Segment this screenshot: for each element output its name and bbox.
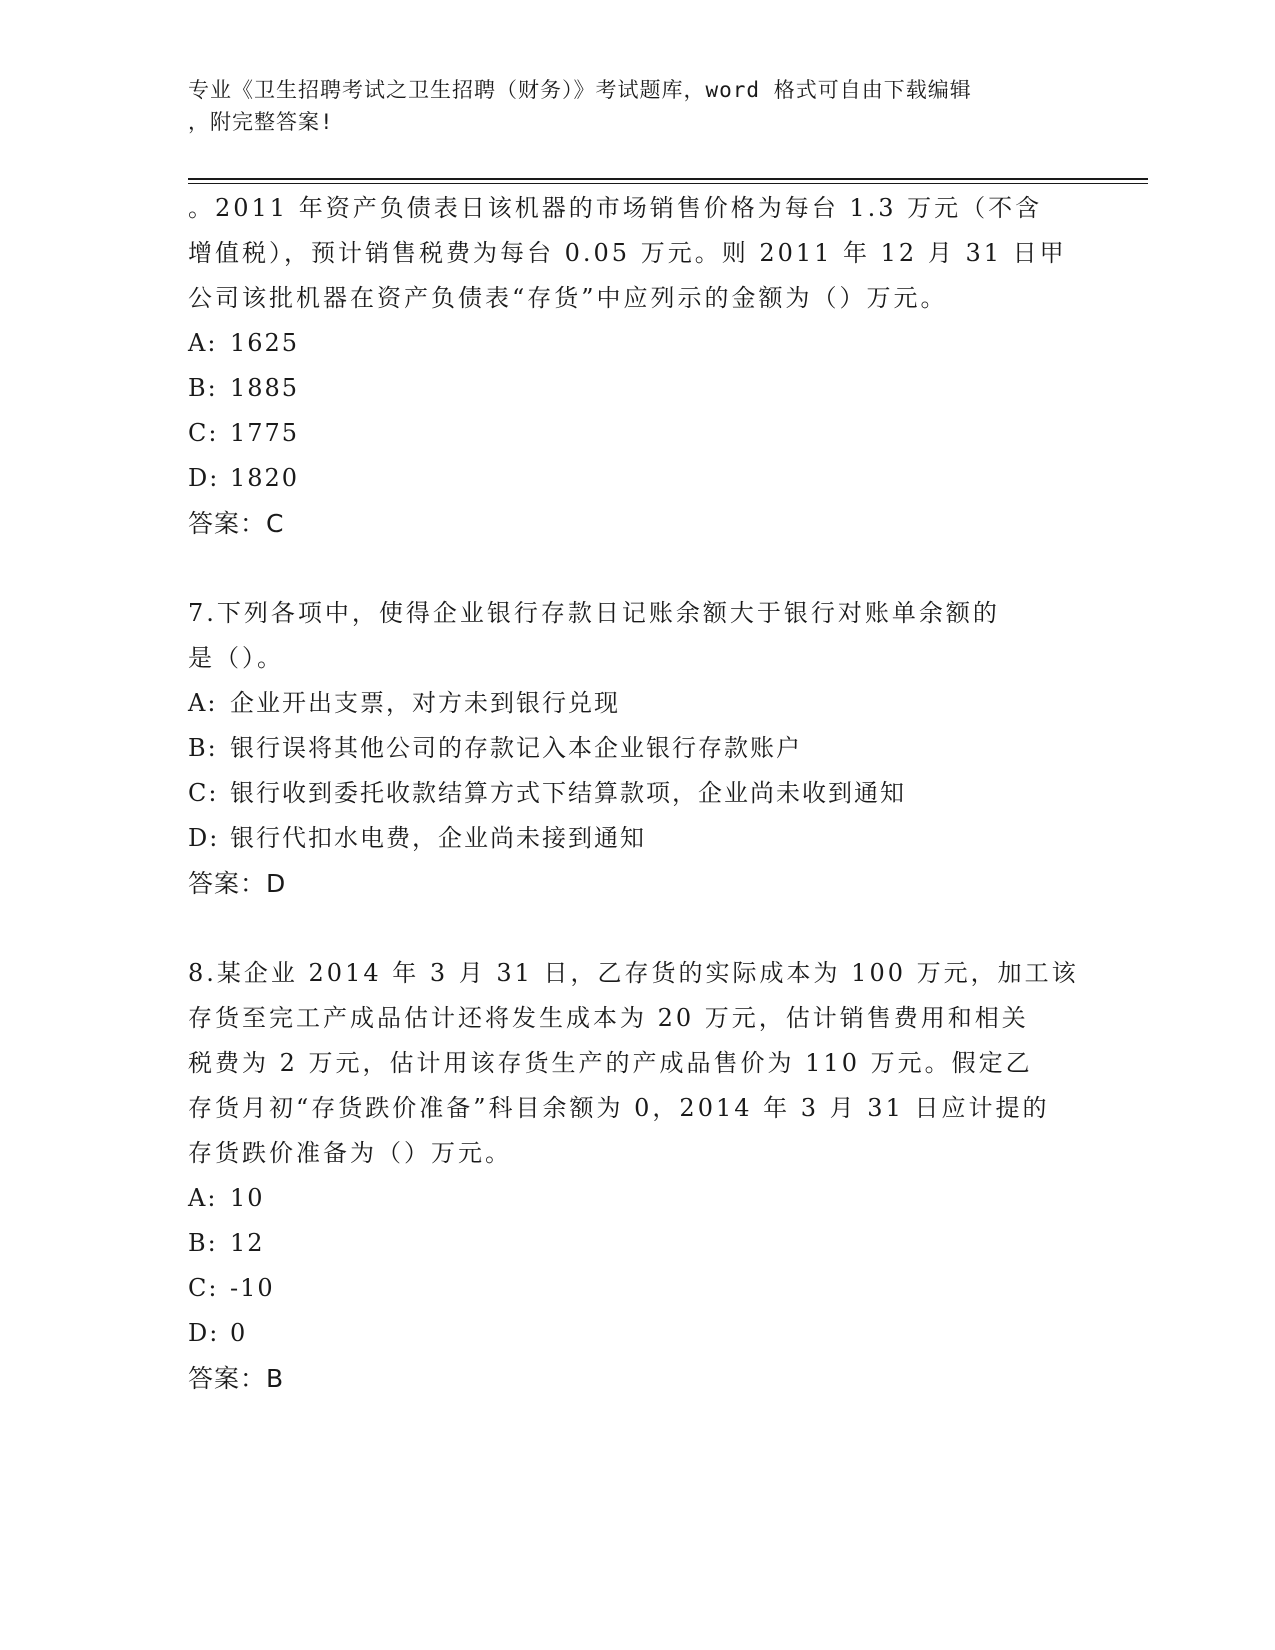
question-8-option-d	[188, 1311, 1088, 1356]
spacer	[188, 906, 1088, 951]
option-text: 银行误将其他公司的存款记入本企业银行存款账户	[230, 734, 802, 762]
option-text: 10	[230, 1184, 265, 1212]
option-key: D:	[188, 1319, 220, 1347]
header-line-2: ，附完整答案!	[188, 110, 334, 134]
question-7-option-c	[188, 771, 1088, 816]
question-8-option-b	[188, 1221, 1088, 1266]
option-key: B:	[188, 734, 218, 762]
question-8-answer: 答案：B	[188, 1364, 285, 1393]
option-text: 1820	[230, 464, 300, 492]
question-list	[188, 186, 1088, 1401]
header-divider-thick	[188, 178, 1148, 180]
question-7-line-2: 是（）。	[188, 644, 284, 672]
option-key: D:	[188, 824, 220, 852]
question-8-line-3: 税费为 2 万元，估计用该存货生产的产成品售价为 110 万元。假定乙	[188, 1049, 1033, 1077]
question-6-answer: 答案：C	[188, 509, 285, 538]
header-divider-thin	[188, 183, 1148, 184]
option-key: C:	[188, 1274, 219, 1302]
question-8-line-5: 存货跌价准备为（）万元。	[188, 1139, 512, 1167]
option-text: 银行代扣水电费，企业尚未接到通知	[230, 824, 646, 852]
question-7-option-a	[188, 681, 1088, 726]
header-line-1: 专业《卫生招聘考试之卫生招聘（财务）》考试题库，word 格式可自由下载编辑	[188, 78, 972, 102]
question-6-line-3: 公司该批机器在资产负债表“存货”中应列示的金额为（）万元。	[188, 284, 948, 312]
question-6-option-c	[188, 411, 1088, 456]
option-key: C:	[188, 779, 219, 807]
option-text: 银行收到委托收款结算方式下结算款项，企业尚未收到通知	[230, 779, 906, 807]
option-text: 1625	[230, 329, 300, 357]
question-7-option-b	[188, 726, 1088, 771]
question-8-line-1: 8.某企业 2014 年 3 月 31 日，乙存货的实际成本为 100 万元，加工该	[188, 959, 1079, 987]
question-8-option-a	[188, 1176, 1088, 1221]
option-key: D:	[188, 464, 220, 492]
option-key: C:	[188, 419, 219, 447]
option-text: 12	[230, 1229, 265, 1257]
option-key: A:	[188, 689, 218, 717]
option-text: 企业开出支票，对方未到银行兑现	[230, 689, 620, 717]
option-text: 1775	[230, 419, 300, 447]
question-8-line-2: 存货至完工产成品估计还将发生成本为 20 万元，估计销售费用和相关	[188, 1004, 1029, 1032]
option-text: 0	[230, 1319, 248, 1347]
option-key: A:	[188, 1184, 218, 1212]
question-8-line-4: 存货月初“存货跌价准备”科目余额为 0，2014 年 3 月 31 日应计提的	[188, 1094, 1050, 1122]
question-8-option-c	[188, 1266, 1088, 1311]
question-6-line-2: 增值税），预计销售税费为每台 0.05 万元。则 2011 年 12 月 31 日甲	[188, 239, 1067, 267]
question-6-option-d	[188, 456, 1088, 501]
question-6	[188, 186, 1088, 546]
question-6-option-a	[188, 321, 1088, 366]
question-7	[188, 591, 1088, 906]
option-key: B:	[188, 1229, 218, 1257]
question-7-line-1: 7.下列各项中，使得企业银行存款日记账余额大于银行对账单余额的	[188, 599, 1000, 627]
question-7-option-d	[188, 816, 1088, 861]
option-key: B:	[188, 374, 218, 402]
option-text: -10	[230, 1274, 275, 1302]
question-6-line-1: 。2011 年资产负债表日该机器的市场销售价格为每台 1.3 万元（不含	[188, 194, 1043, 222]
document-header	[188, 74, 1068, 138]
option-text: 1885	[230, 374, 300, 402]
question-8	[188, 951, 1088, 1401]
spacer	[188, 546, 1088, 591]
question-7-answer: 答案：D	[188, 869, 287, 898]
option-key: A:	[188, 329, 218, 357]
question-6-option-b	[188, 366, 1088, 411]
